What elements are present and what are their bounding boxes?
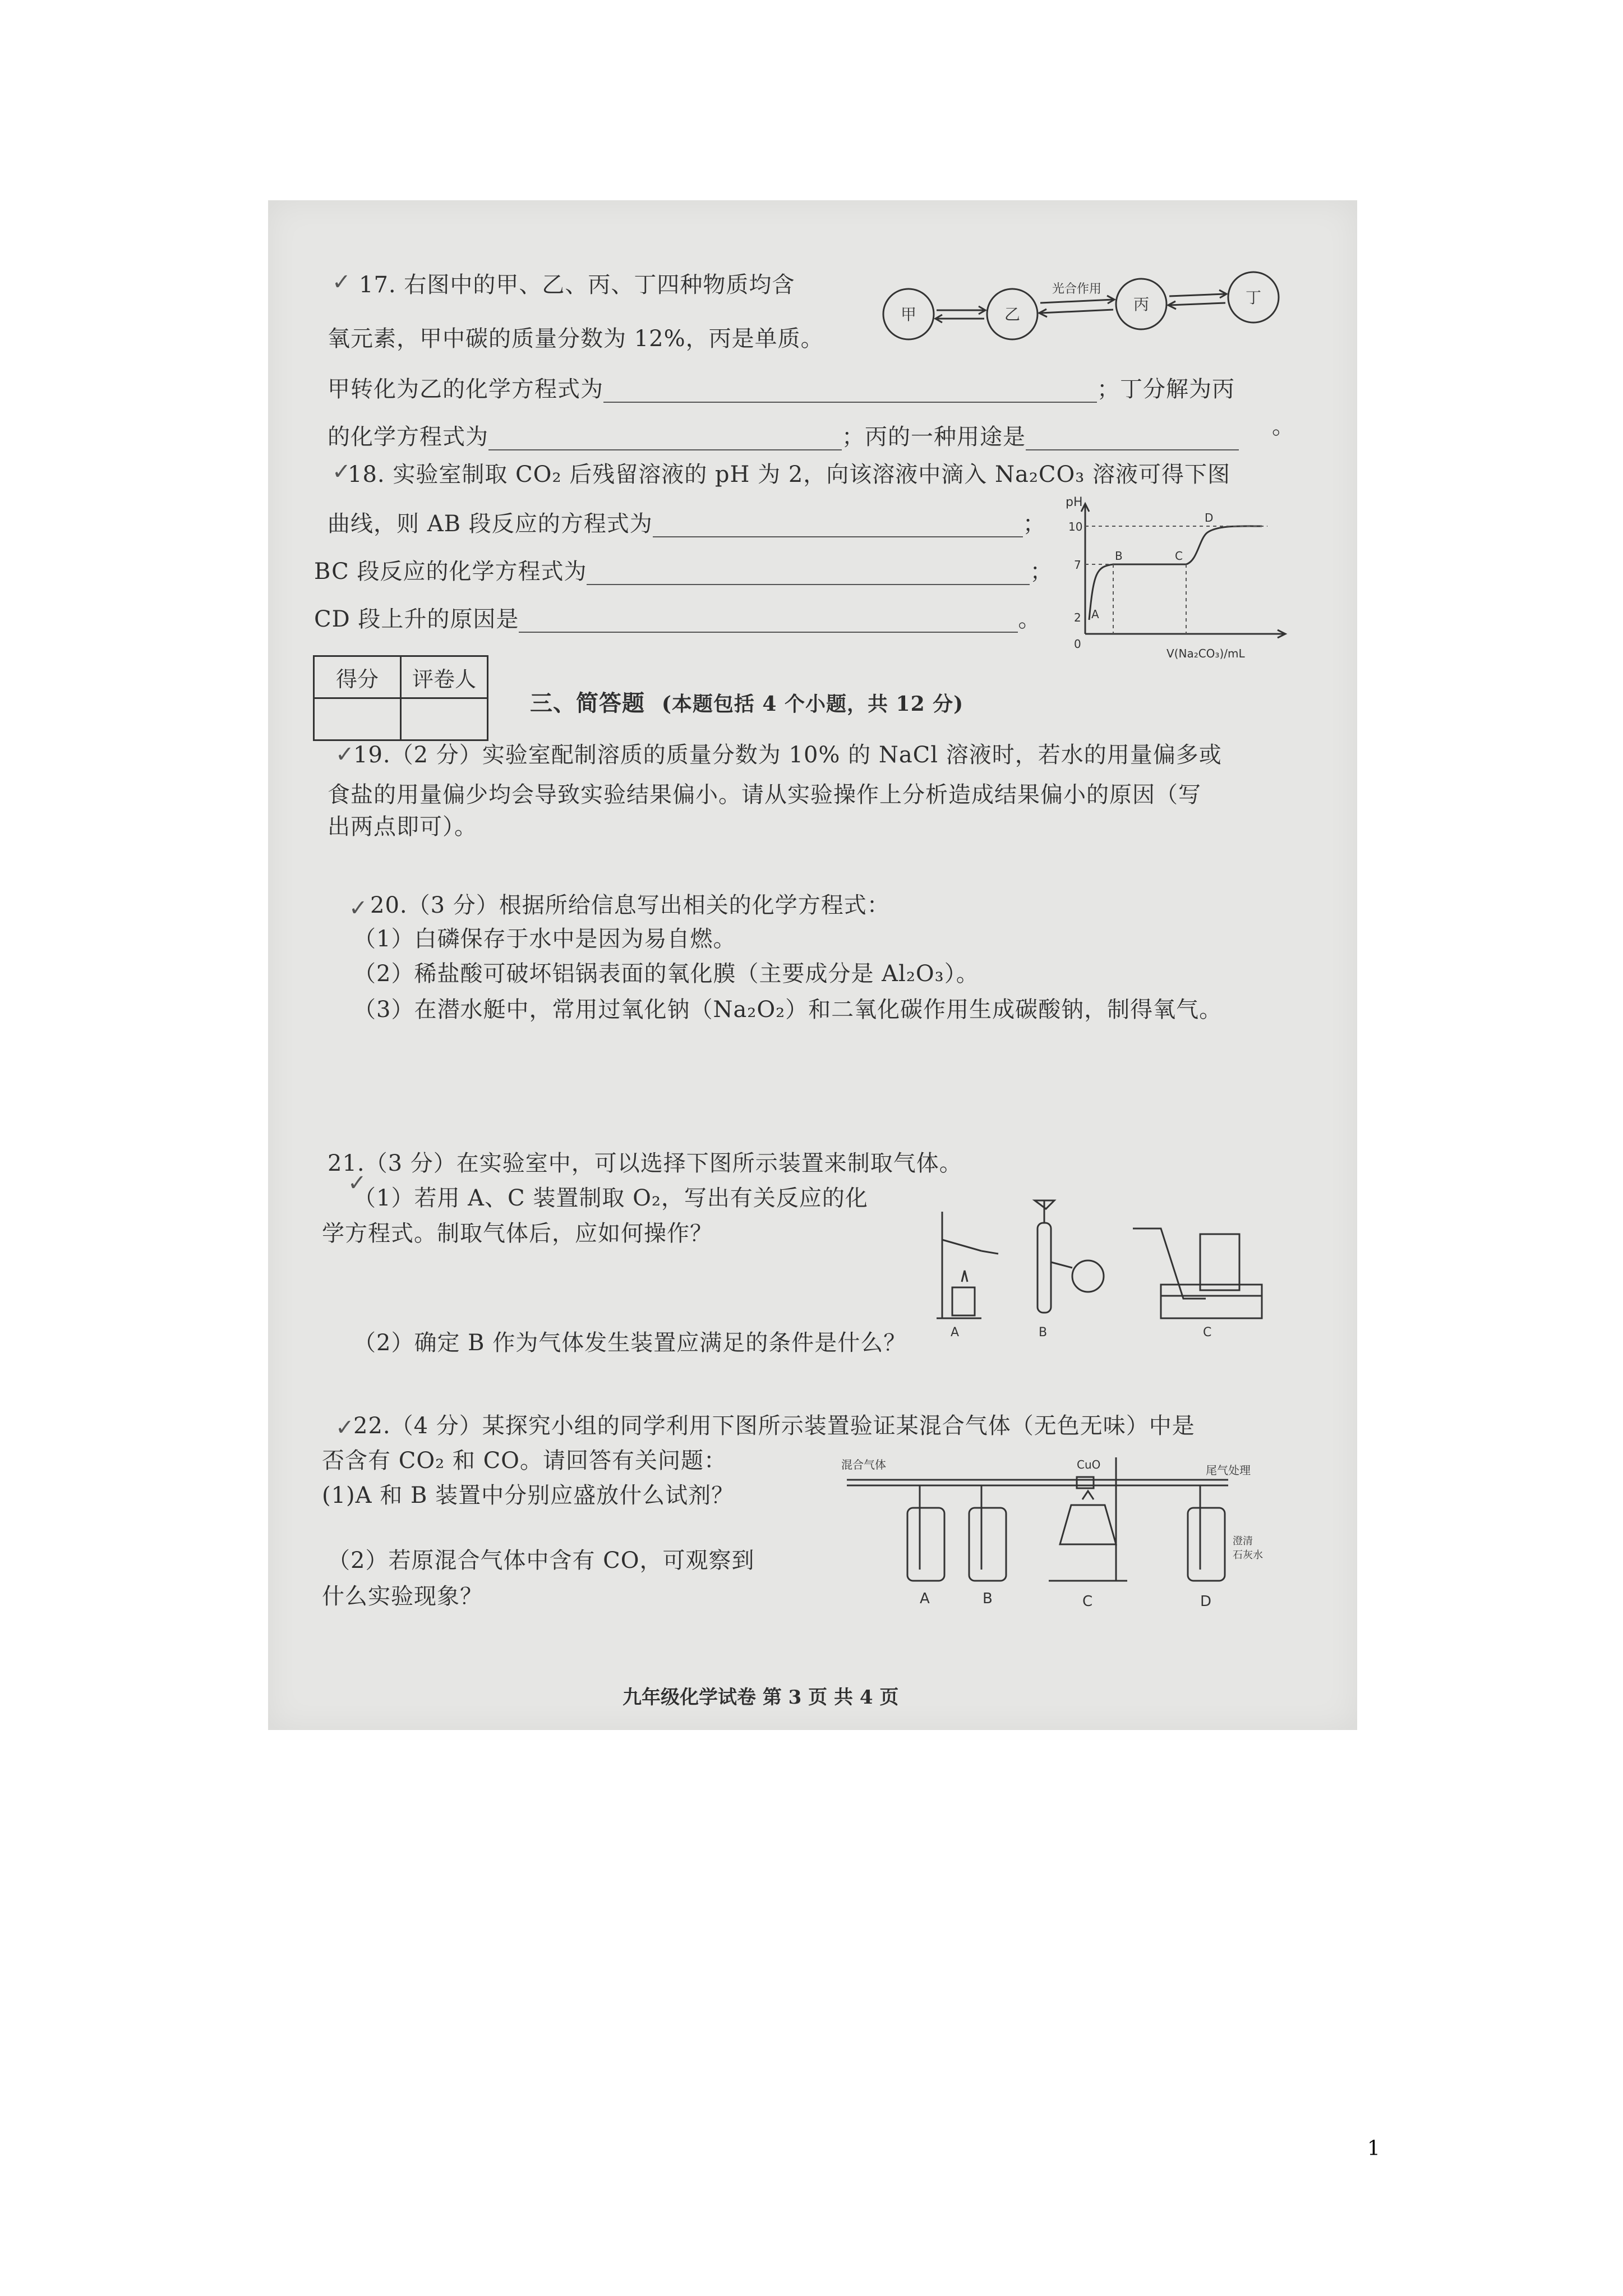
- q17-line4: 的化学方程式为 ；丙的一种用途是: [328, 424, 1239, 450]
- grader-cell[interactable]: [401, 698, 488, 740]
- q18-line4: CD 段上升的原因是 。: [314, 606, 1041, 632]
- q17-line1: 17. 右图中的甲、乙、丙、丁四种物质均含: [359, 272, 795, 298]
- q22-sub2a: （2）若原混合气体中含有 CO，可观察到: [328, 1548, 755, 1573]
- origin-label: 0: [1074, 637, 1081, 651]
- q22-sub1: (1)A 和 B 装置中分别应盛放什么试剂？: [322, 1483, 735, 1508]
- q22-line2: 否含有 CO₂ 和 CO。请回答有关问题：: [322, 1448, 727, 1474]
- check-mark: ✓: [335, 1415, 354, 1441]
- node-jia: 甲: [900, 305, 917, 324]
- tick-label: 7: [1074, 558, 1081, 572]
- label-cuo: CuO: [1077, 1458, 1101, 1471]
- q19-line3: 出两点即可）。: [328, 814, 477, 840]
- point-label: D: [1205, 511, 1214, 524]
- q22-line1: 22.（4 分）某探究小组的同学利用下图所示装置验证某混合气体（无色无味）中是: [353, 1413, 1195, 1439]
- q20-sub3: （3）在潜水艇中，常用过氧化钠（Na₂O₂）和二氧化碳作用生成碳酸钠，制得氧气。: [353, 997, 1223, 1023]
- q20-sub1: （1）白磷保存于水中是因为易自燃。: [353, 926, 736, 952]
- q20-sub2: （2）稀盐酸可破坏铝锅表面的氧化膜（主要成分是 Al₂O₃）。: [353, 961, 979, 987]
- apparatus-label-b: B: [1039, 1326, 1048, 1340]
- q21-sub1a: （1）若用 A、C 装置制取 O₂，写出有关反应的化: [353, 1185, 868, 1211]
- q17-line3: 甲转化为乙的化学方程式为 ；丁分解为丙: [328, 376, 1235, 402]
- q22-gas-train-diagram: [836, 1446, 1279, 1614]
- section3-heading: 三、简答题 (本题包括 4 个小题，共 12 分): [530, 690, 964, 716]
- apparatus-label-c: C: [1082, 1593, 1093, 1610]
- apparatus-label-a: A: [951, 1326, 960, 1340]
- q17-line2: 氧元素，甲中碳的质量分数为 12%，丙是单质。: [328, 326, 824, 352]
- apparatus-label-d: D: [1200, 1593, 1212, 1610]
- apparatus-label-c: C: [1203, 1326, 1212, 1340]
- q18-line3: BC 段反应的化学方程式为 ；: [314, 559, 1053, 585]
- answer-blank[interactable]: [488, 430, 842, 450]
- q18-ph-graph: [1054, 494, 1301, 662]
- arrow-label-photosynthesis: 光合作用: [1052, 282, 1102, 296]
- page-footer: 九年级化学试卷 第 3 页 共 4 页: [623, 1686, 899, 1709]
- label-limewater-2: 石灰水: [1233, 1549, 1263, 1561]
- answer-blank[interactable]: [587, 565, 1030, 585]
- period-mark: 。: [1272, 413, 1295, 439]
- q21-line1: 21.（3 分）在实验室中，可以选择下图所示装置来制取气体。: [328, 1151, 962, 1176]
- answer-blank[interactable]: [653, 517, 1023, 537]
- point-label: B: [1115, 549, 1123, 563]
- point-label: C: [1175, 549, 1183, 563]
- q21-sub2: （2）确定 B 作为气体发生装置应满足的条件是什么？: [353, 1330, 907, 1356]
- answer-blank[interactable]: [519, 613, 1018, 633]
- q18-line1: 18. 实验室制取 CO₂ 后残留溶液的 pH 为 2，向该溶液中滴入 Na₂CO₃ 溶液可得下图: [348, 462, 1231, 487]
- score-label: 得分: [314, 656, 401, 698]
- check-mark: ✓: [335, 742, 354, 767]
- answer-blank[interactable]: [603, 383, 1097, 403]
- q17-substance-diagram: [875, 264, 1290, 353]
- score-table: [313, 655, 488, 741]
- apparatus-label-b: B: [983, 1590, 993, 1607]
- label-tail-gas: 尾气处理: [1206, 1464, 1251, 1477]
- axis-ylabel: pH: [1066, 495, 1083, 509]
- tick-label: 2: [1074, 611, 1081, 624]
- q18-line2: 曲线，则 AB 段反应的方程式为 ；: [328, 511, 1046, 537]
- grader-label: 评卷人: [401, 656, 488, 698]
- tick-label: 10: [1068, 520, 1083, 533]
- label-mixed-gas: 混合气体: [841, 1458, 886, 1471]
- axis-xlabel: V(Na₂CO₃)/mL: [1166, 647, 1245, 660]
- q20-line1: 20.（3 分）根据所给信息写出相关的化学方程式：: [370, 892, 890, 918]
- page-number: 1: [1367, 2137, 1380, 2160]
- q21-sub1b: 学方程式。制取气体后，应如何操作？: [322, 1221, 713, 1246]
- check-mark: ✓: [332, 269, 351, 295]
- check-mark: ✓: [349, 895, 368, 921]
- label-limewater-1: 澄清: [1233, 1535, 1253, 1547]
- q22-sub2b: 什么实验现象？: [322, 1584, 483, 1609]
- apparatus-label-a: A: [920, 1590, 930, 1607]
- point-label: A: [1091, 608, 1099, 621]
- node-bing: 丙: [1133, 295, 1150, 314]
- answer-blank[interactable]: [1026, 430, 1239, 450]
- node-yi: 乙: [1004, 305, 1021, 324]
- q21-apparatus-diagram: [920, 1189, 1279, 1341]
- q19-line1: 19.（2 分）实验室配制溶质的质量分数为 10% 的 NaCl 溶液时，若水的用量偏多或: [353, 742, 1222, 768]
- node-ding: 丁: [1245, 288, 1262, 307]
- score-cell[interactable]: [314, 698, 401, 740]
- check-mark: ✓: [332, 459, 351, 485]
- q19-line2: 食盐的用量偏少均会导致实验结果偏小。请从实验操作上分析造成结果偏小的原因（写: [328, 782, 1201, 808]
- check-mark: ✓: [348, 1170, 367, 1196]
